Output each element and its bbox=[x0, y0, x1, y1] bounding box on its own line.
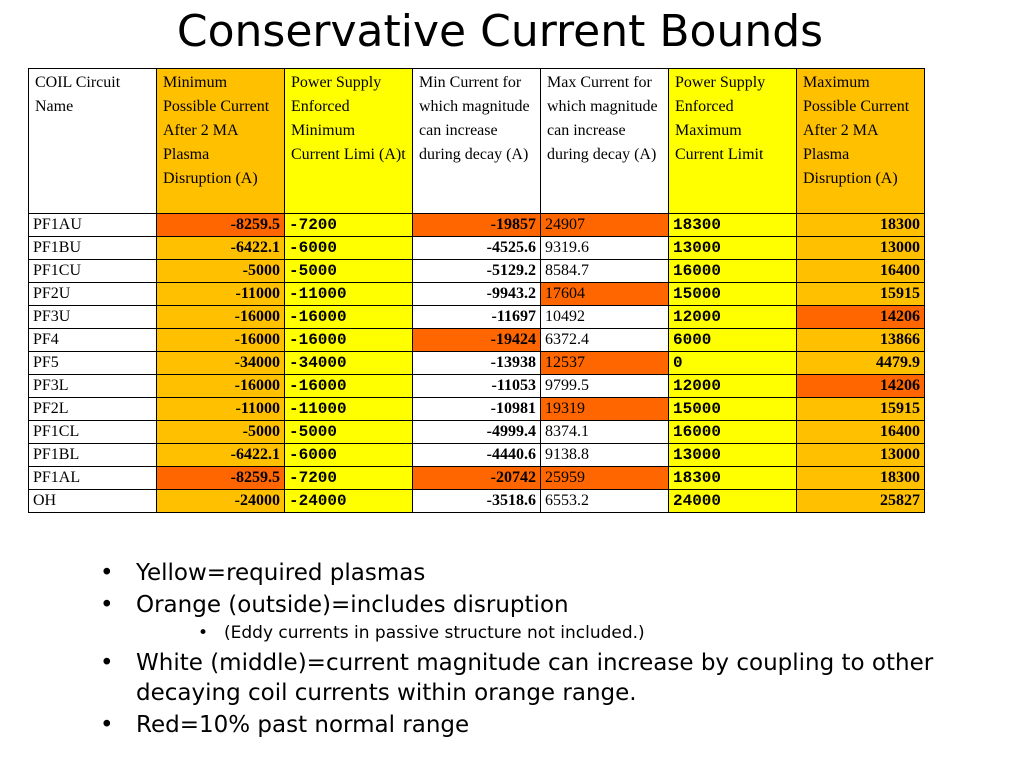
table-row bbox=[29, 329, 925, 352]
ps-max-limit-cell: 16000 bbox=[669, 260, 797, 283]
current-bounds-table bbox=[28, 68, 925, 513]
min-after-disruption-cell: -16000 bbox=[157, 375, 285, 398]
max-increase-cell: 10492 bbox=[541, 306, 669, 329]
ps-min-limit-cell: -5000 bbox=[285, 421, 413, 444]
min-increase-cell: -9943.2 bbox=[413, 283, 541, 306]
min-increase-cell: -4525.6 bbox=[413, 237, 541, 260]
min-after-disruption-cell: -16000 bbox=[157, 329, 285, 352]
coil-name-cell: PF4 bbox=[29, 329, 157, 352]
max-after-disruption-cell: 13000 bbox=[797, 444, 925, 467]
max-increase-cell: 9319.6 bbox=[541, 237, 669, 260]
table-row bbox=[29, 237, 925, 260]
coil-name-cell: PF1BL bbox=[29, 444, 157, 467]
max-after-disruption-cell: 14206 bbox=[797, 375, 925, 398]
ps-max-limit-cell: 13000 bbox=[669, 444, 797, 467]
ps-max-limit-cell: 12000 bbox=[669, 306, 797, 329]
min-after-disruption-cell: -5000 bbox=[157, 260, 285, 283]
min-after-disruption-cell: -11000 bbox=[157, 398, 285, 421]
table-row bbox=[29, 444, 925, 467]
bullet-item: • Yellow=required plasmas bbox=[100, 560, 426, 586]
ps-max-limit-cell: 18300 bbox=[669, 467, 797, 490]
table-row bbox=[29, 352, 925, 375]
max-increase-cell: 6553.2 bbox=[541, 490, 669, 513]
sub-bullet-item: • (Eddy currents in passive structure not included.) bbox=[198, 623, 645, 643]
max-after-disruption-cell: 16400 bbox=[797, 421, 925, 444]
max-after-disruption-cell: 4479.9 bbox=[797, 352, 925, 375]
table-row bbox=[29, 260, 925, 283]
table-row bbox=[29, 490, 925, 513]
table-row bbox=[29, 306, 925, 329]
coil-name-cell: OH bbox=[29, 490, 157, 513]
max-increase-cell: 12537 bbox=[541, 352, 669, 375]
coil-name-cell: PF1CU bbox=[29, 260, 157, 283]
min-after-disruption-cell: -8259.5 bbox=[157, 467, 285, 490]
table-header-row bbox=[29, 69, 925, 214]
min-increase-cell: -4440.6 bbox=[413, 444, 541, 467]
ps-max-limit-cell: 15000 bbox=[669, 283, 797, 306]
coil-name-cell: PF3L bbox=[29, 375, 157, 398]
max-after-disruption-cell: 13000 bbox=[797, 237, 925, 260]
header-ps-min-limit: Power Supply Enforced Minimum Current Limi (A)t bbox=[285, 69, 413, 214]
ps-max-limit-cell: 15000 bbox=[669, 398, 797, 421]
min-increase-cell: -13938 bbox=[413, 352, 541, 375]
min-increase-cell: -11053 bbox=[413, 375, 541, 398]
ps-min-limit-cell: -34000 bbox=[285, 352, 413, 375]
min-increase-cell: -19857 bbox=[413, 214, 541, 237]
max-after-disruption-cell: 15915 bbox=[797, 283, 925, 306]
ps-min-limit-cell: -7200 bbox=[285, 214, 413, 237]
max-increase-cell: 25959 bbox=[541, 467, 669, 490]
sub-bullet-text: (Eddy currents in passive structure not included.) bbox=[224, 623, 645, 643]
bullet-text: Red=10% past normal range bbox=[136, 712, 470, 738]
min-after-disruption-cell: -34000 bbox=[157, 352, 285, 375]
coil-name-cell: PF2U bbox=[29, 283, 157, 306]
ps-min-limit-cell: -24000 bbox=[285, 490, 413, 513]
min-increase-cell: -3518.6 bbox=[413, 490, 541, 513]
coil-name-cell: PF3U bbox=[29, 306, 157, 329]
ps-max-limit-cell: 18300 bbox=[669, 214, 797, 237]
min-after-disruption-cell: -6422.1 bbox=[157, 237, 285, 260]
min-increase-cell: -20742 bbox=[413, 467, 541, 490]
ps-max-limit-cell: 0 bbox=[669, 352, 797, 375]
header-min-increase: Min Current for which magnitude can increase during decay (A) bbox=[413, 69, 541, 214]
max-increase-cell: 24907 bbox=[541, 214, 669, 237]
ps-min-limit-cell: -7200 bbox=[285, 467, 413, 490]
header-min-after-disruption: Minimum Possible Current After 2 MA Plasma Disruption (A) bbox=[157, 69, 285, 214]
min-after-disruption-cell: -8259.5 bbox=[157, 214, 285, 237]
header-ps-max-limit: Power Supply Enforced Maximum Current Limit bbox=[669, 69, 797, 214]
bullet-text: Orange (outside)=includes disruption bbox=[136, 592, 569, 618]
bullet-item: • Orange (outside)=includes disruption bbox=[100, 592, 569, 618]
header-max-increase: Max Current for which magnitude can increase during decay (A) bbox=[541, 69, 669, 214]
legend-bullets bbox=[100, 556, 1010, 740]
table-row bbox=[29, 375, 925, 398]
ps-min-limit-cell: -11000 bbox=[285, 398, 413, 421]
min-after-disruption-cell: -5000 bbox=[157, 421, 285, 444]
header-coil-name: COIL Circuit Name bbox=[29, 69, 157, 214]
slide-title: Conservative Current Bounds bbox=[176, 6, 824, 57]
max-increase-cell: 9138.8 bbox=[541, 444, 669, 467]
ps-min-limit-cell: -16000 bbox=[285, 306, 413, 329]
bullet-text: Yellow=required plasmas bbox=[136, 560, 426, 586]
ps-max-limit-cell: 13000 bbox=[669, 237, 797, 260]
max-after-disruption-cell: 16400 bbox=[797, 260, 925, 283]
ps-min-limit-cell: -6000 bbox=[285, 237, 413, 260]
coil-name-cell: PF1CL bbox=[29, 421, 157, 444]
max-after-disruption-cell: 18300 bbox=[797, 467, 925, 490]
table-row bbox=[29, 398, 925, 421]
min-after-disruption-cell: -11000 bbox=[157, 283, 285, 306]
max-increase-cell: 19319 bbox=[541, 398, 669, 421]
ps-min-limit-cell: -5000 bbox=[285, 260, 413, 283]
ps-max-limit-cell: 12000 bbox=[669, 375, 797, 398]
coil-name-cell: PF2L bbox=[29, 398, 157, 421]
table-row bbox=[29, 214, 925, 237]
bullet-text: White (middle)=current magnitude can increase by coupling to other decaying coil currents within orange range. bbox=[136, 650, 934, 706]
table-row bbox=[29, 283, 925, 306]
coil-name-cell: PF1AL bbox=[29, 467, 157, 490]
min-increase-cell: -5129.2 bbox=[413, 260, 541, 283]
max-after-disruption-cell: 15915 bbox=[797, 398, 925, 421]
min-after-disruption-cell: -6422.1 bbox=[157, 444, 285, 467]
min-increase-cell: -11697 bbox=[413, 306, 541, 329]
max-increase-cell: 8374.1 bbox=[541, 421, 669, 444]
max-after-disruption-cell: 13866 bbox=[797, 329, 925, 352]
table-row bbox=[29, 421, 925, 444]
table-row bbox=[29, 467, 925, 490]
ps-max-limit-cell: 16000 bbox=[669, 421, 797, 444]
max-after-disruption-cell: 25827 bbox=[797, 490, 925, 513]
ps-min-limit-cell: -16000 bbox=[285, 329, 413, 352]
bullet-item: • White (middle)=current magnitude can increase by coupling to other decaying coil currents within orange range. bbox=[100, 650, 934, 706]
min-after-disruption-cell: -24000 bbox=[157, 490, 285, 513]
coil-name-cell: PF1BU bbox=[29, 237, 157, 260]
header-max-after-disruption: Maximum Possible Current After 2 MA Plasma Disruption (A) bbox=[797, 69, 925, 214]
ps-min-limit-cell: -11000 bbox=[285, 283, 413, 306]
bullet-item: • Red=10% past normal range bbox=[100, 712, 470, 738]
max-increase-cell: 6372.4 bbox=[541, 329, 669, 352]
min-after-disruption-cell: -16000 bbox=[157, 306, 285, 329]
max-increase-cell: 17604 bbox=[541, 283, 669, 306]
ps-min-limit-cell: -6000 bbox=[285, 444, 413, 467]
coil-name-cell: PF1AU bbox=[29, 214, 157, 237]
max-after-disruption-cell: 14206 bbox=[797, 306, 925, 329]
min-increase-cell: -10981 bbox=[413, 398, 541, 421]
max-increase-cell: 8584.7 bbox=[541, 260, 669, 283]
max-after-disruption-cell: 18300 bbox=[797, 214, 925, 237]
min-increase-cell: -19424 bbox=[413, 329, 541, 352]
ps-max-limit-cell: 6000 bbox=[669, 329, 797, 352]
coil-name-cell: PF5 bbox=[29, 352, 157, 375]
ps-max-limit-cell: 24000 bbox=[669, 490, 797, 513]
max-increase-cell: 9799.5 bbox=[541, 375, 669, 398]
min-increase-cell: -4999.4 bbox=[413, 421, 541, 444]
ps-min-limit-cell: -16000 bbox=[285, 375, 413, 398]
